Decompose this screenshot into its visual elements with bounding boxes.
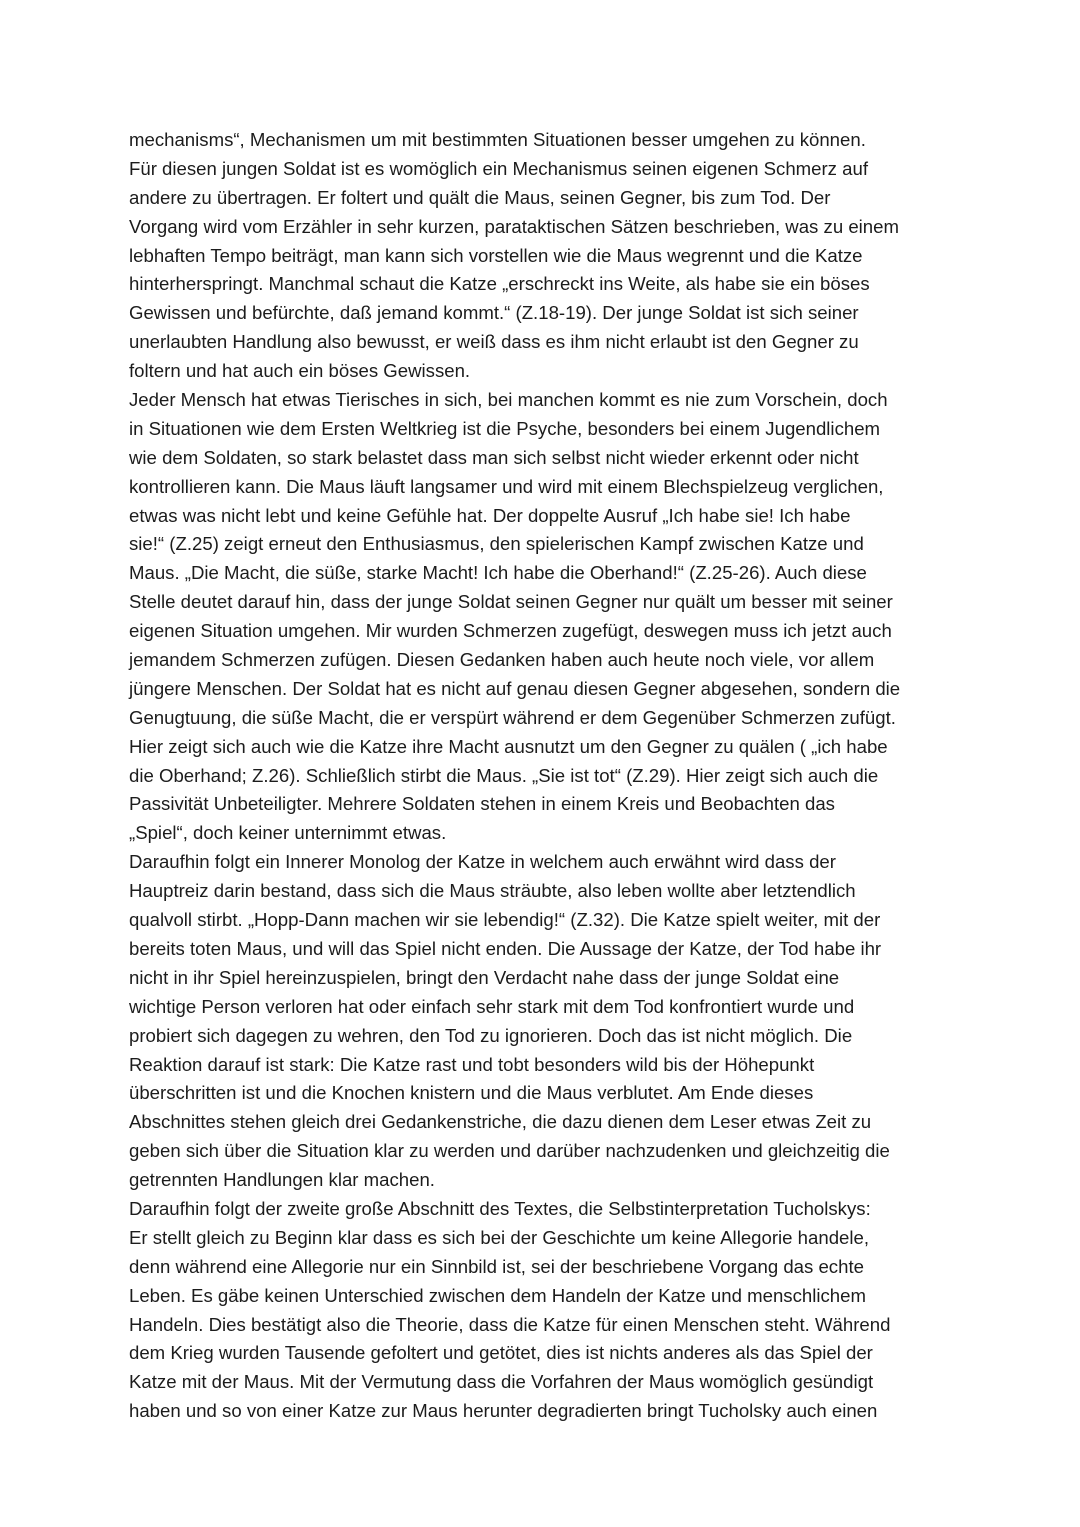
text-line: überschritten ist und die Knochen knistern und die Maus verblutet. Am Ende dieses <box>129 1082 814 1104</box>
text-line: haben und so von einer Katze zur Maus herunter degradierten bringt Tucholsky auch einen <box>129 1400 878 1422</box>
text-line: etwas was nicht lebt und keine Gefühle hat. Der doppelte Ausruf „Ich habe sie! Ich habe <box>129 504 851 526</box>
text-line: Gewissen und befürchte, daß jemand kommt.“ (Z.18-19). Der junge Soldat ist sich seiner <box>129 302 859 324</box>
text-line: geben sich über die Situation klar zu werden und darüber nachzudenken und gleichzeitig die <box>129 1140 890 1162</box>
text-line: „Spiel“, doch keiner unternimmt etwas. <box>129 822 447 844</box>
text-line: Reaktion darauf ist stark: Die Katze rast und tobt besonders wild bis der Höhepunkt <box>129 1053 815 1075</box>
text-line: unerlaubten Handlung also bewusst, er weiß dass es ihm nicht erlaubt ist den Gegner zu <box>129 331 859 353</box>
text-line: eigenen Situation umgehen. Mir wurden Schmerzen zugefügt, deswegen muss ich jetzt auch <box>129 620 892 642</box>
text-line: Daraufhin folgt der zweite große Abschnitt des Textes, die Selbstinterpretation Tucholskys: <box>129 1197 871 1219</box>
text-line: Stelle deutet darauf hin, dass der junge Soldat seinen Gegner nur quält um besser mit seiner <box>129 591 893 613</box>
text-line: Maus. „Die Macht, die süße, starke Macht! Ich habe die Oberhand!“ (Z.25-26). Auch diese <box>129 562 867 584</box>
text-line: jüngere Menschen. Der Soldat hat es nicht auf genau diesen Gegner abgesehen, sondern die <box>129 677 901 699</box>
text-line: getrennten Handlungen klar machen. <box>129 1169 435 1191</box>
text-line: dem Krieg wurden Tausende gefoltert und getötet, dies ist nichts anderes als das Spiel der <box>129 1342 873 1364</box>
text-line: Vorgang wird vom Erzähler in sehr kurzen, parataktischen Sätzen beschrieben, was zu einem <box>129 215 899 237</box>
text-line: Daraufhin folgt ein Innerer Monolog der Katze in welchem auch erwähnt wird dass der <box>129 851 836 873</box>
text-line: Hauptreiz darin bestand, dass sich die Maus sträubte, also leben wollte aber letztendlich <box>129 880 856 902</box>
text-line: jemandem Schmerzen zufügen. Diesen Gedanken haben auch heute noch viele, vor allem <box>129 649 875 671</box>
text-line: andere zu übertragen. Er foltert und quält die Maus, seinen Gegner, bis zum Tod. Der <box>129 186 831 208</box>
text-line: nicht in ihr Spiel hereinzuspielen, bringt den Verdacht nahe dass der junge Soldat eine <box>129 966 840 988</box>
text-line: Leben. Es gäbe keinen Unterschied zwischen dem Handeln der Katze und menschlichem <box>129 1284 866 1306</box>
text-line: wie dem Soldaten, so stark belastet dass man sich selbst nicht wieder erkennt oder nicht <box>129 446 859 468</box>
text-line: sie!“ (Z.25) zeigt erneut den Enthusiasmus, den spielerischen Kampf zwischen Katze und <box>129 533 864 555</box>
text-line: Abschnittes stehen gleich drei Gedankenstriche, die dazu dienen dem Leser etwas Zeit zu <box>129 1111 872 1133</box>
text-line: Für diesen jungen Soldat ist es womöglich ein Mechanismus seinen eigenen Schmerz auf <box>129 157 868 179</box>
text-line: qualvoll stirbt. „Hopp-Dann machen wir sie lebendig!“ (Z.32). Die Katze spielt weiter, mit der <box>129 909 881 931</box>
text-line: lebhaften Tempo beiträgt, man kann sich vorstellen wie die Maus wegrennt und die Katze <box>129 244 863 266</box>
text-line: Jeder Mensch hat etwas Tierisches in sich, bei manchen kommt es nie zum Vorschein, doch <box>129 389 888 411</box>
text-line: Er stellt gleich zu Beginn klar dass es sich bei der Geschichte um keine Allegorie handele, <box>129 1226 870 1248</box>
text-line: wichtige Person verloren hat oder einfach sehr stark mit dem Tod konfrontiert wurde und <box>129 995 855 1017</box>
text-line: Hier zeigt sich auch wie die Katze ihre Macht ausnutzt um den Gegner zu quälen ( „ich habe <box>129 735 888 757</box>
text-line: bereits toten Maus, und will das Spiel nicht enden. Die Aussage der Katze, der Tod habe ihr <box>129 937 882 959</box>
text-line: hinterherspringt. Manchmal schaut die Katze „erschreckt ins Weite, als habe sie ein böses <box>129 273 870 295</box>
text-line: probiert sich dagegen zu wehren, den Tod zu ignorieren. Doch das ist nicht möglich. Die <box>129 1024 853 1046</box>
text-line: Handeln. Dies bestätigt also die Theorie, dass die Katze für einen Menschen steht. Während <box>129 1313 891 1335</box>
body-text <box>129 126 969 1426</box>
text-line: die Oberhand; Z.26). Schließlich stirbt die Maus. „Sie ist tot“ (Z.29). Hier zeigt sich auch die <box>129 764 879 786</box>
text-line: in Situationen wie dem Ersten Weltkrieg ist die Psyche, besonders bei einem Jugendlichem <box>129 417 881 439</box>
text-line: kontrollieren kann. Die Maus läuft langsamer und wird mit einem Blechspielzeug verglichen, <box>129 475 884 497</box>
text-line: denn während eine Allegorie nur ein Sinnbild ist, sei der beschriebene Vorgang das echte <box>129 1255 864 1277</box>
text-line: foltern und hat auch ein böses Gewissen. <box>129 360 471 382</box>
text-line: Katze mit der Maus. Mit der Vermutung dass die Vorfahren der Maus womöglich gesündigt <box>129 1371 874 1393</box>
text-line: mechanisms“, Mechanismen um mit bestimmten Situationen besser umgehen zu können. <box>129 129 866 150</box>
text-line: Passivität Unbeteiligter. Mehrere Soldaten stehen in einem Kreis und Beobachten das <box>129 793 835 815</box>
text-line: Genugtuung, die süße Macht, die er verspürt während er dem Gegenüber Schmerzen zufügt. <box>129 706 896 728</box>
